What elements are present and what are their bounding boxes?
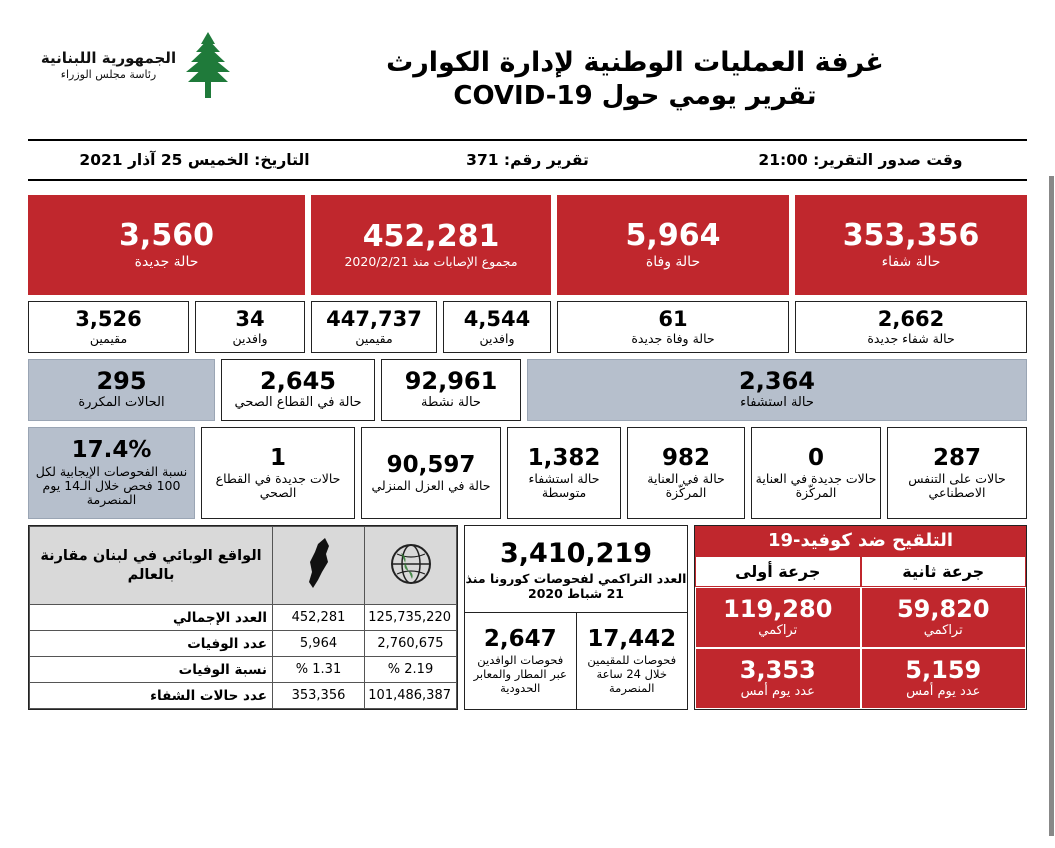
stat-label: وافدين bbox=[232, 330, 268, 346]
report-time: وقت صدور التقرير: 21:00 bbox=[758, 151, 963, 169]
table-row bbox=[30, 683, 457, 709]
stat-value: 5,159 bbox=[905, 655, 982, 684]
stat-label: حالة شفاء bbox=[881, 253, 941, 270]
lebanon-deaths: 5,964 bbox=[273, 631, 365, 657]
stat-label: فحوصات للمقيمين خلال 24 ساعة المنصرمة bbox=[587, 653, 677, 695]
stat-label: حالة جديدة bbox=[134, 253, 199, 270]
stat-label: حالة في العناية المركّزة bbox=[647, 470, 725, 501]
stat-recoveries-total bbox=[795, 195, 1027, 295]
title-line-2: تقرير يومي حول COVID-19 bbox=[453, 80, 817, 111]
stat-value: 2,364 bbox=[739, 366, 815, 395]
stat-cumulative-arrivals bbox=[443, 301, 551, 353]
stat-value: 3,353 bbox=[739, 655, 816, 684]
stat-label: حالات على التنفس الاصطناعي bbox=[908, 470, 1006, 501]
stat-value: 2,647 bbox=[483, 626, 557, 653]
stat-new-health-sector bbox=[201, 427, 355, 519]
stat-value: 92,961 bbox=[404, 366, 498, 395]
stat-label: وافدين bbox=[479, 330, 515, 346]
republic-emblem bbox=[30, 18, 245, 113]
stat-label: مقيمين bbox=[89, 330, 128, 346]
lebanon-total: 452,281 bbox=[273, 605, 365, 631]
stat-label: حالة وفاة bbox=[645, 253, 701, 270]
stat-value: 1 bbox=[270, 444, 287, 471]
stat-new-recoveries bbox=[795, 301, 1027, 353]
stat-value: 452,281 bbox=[362, 219, 500, 255]
page-edge-shadow bbox=[1049, 176, 1054, 836]
bottom-section bbox=[28, 525, 1027, 710]
row-label: العدد الإجمالي bbox=[30, 605, 273, 631]
world-comparison-table bbox=[28, 525, 458, 710]
stat-value: 34 bbox=[235, 306, 265, 331]
summary-row bbox=[28, 195, 1027, 295]
stat-value: 17.4% bbox=[71, 437, 152, 464]
row-label: عدد الوفيات bbox=[30, 631, 273, 657]
testing-and-comparison bbox=[28, 525, 688, 710]
dose-one-column bbox=[695, 587, 861, 709]
stat-value: 4,544 bbox=[463, 306, 531, 331]
detail-row bbox=[28, 427, 1027, 519]
title-line-1: غرفة العمليات الوطنية لإدارة الكوارث bbox=[386, 47, 884, 78]
stat-label: حالة استشفاء متوسطة bbox=[528, 470, 600, 501]
stat-home-isolation bbox=[361, 427, 501, 519]
vaccination-title: التلقيح ضد كوفيد-19 bbox=[695, 526, 1026, 556]
tests-residents-24h bbox=[577, 613, 688, 709]
stat-label: تراكمي bbox=[758, 623, 798, 639]
dose-two-column bbox=[861, 587, 1027, 709]
stat-value: 2,662 bbox=[877, 306, 945, 331]
report-header bbox=[0, 0, 1055, 113]
stat-ventilator-cases bbox=[887, 427, 1027, 519]
active-cases-row bbox=[28, 359, 1027, 421]
stat-moderate-hospitalization bbox=[507, 427, 621, 519]
stat-label: عدد يوم أمس bbox=[906, 684, 981, 700]
stat-value: 5,964 bbox=[625, 218, 721, 254]
report-number: تقرير رقم: 371 bbox=[466, 151, 589, 169]
dose-two-yesterday bbox=[861, 648, 1027, 709]
stat-label: حالات جديدة في العناية المركّزة bbox=[755, 470, 877, 501]
lebanon-map-icon bbox=[273, 527, 365, 605]
stat-label: حالات جديدة في القطاع الصحي bbox=[215, 470, 341, 501]
table-row bbox=[30, 657, 457, 683]
cumulative-tests-panel bbox=[464, 525, 688, 710]
stat-label: نسبة الفحوصات الإيجابية لكل 100 فحص خلال الـ14 يوم المنصرمة bbox=[35, 463, 188, 508]
emblem-line-2: رئاسة مجلس الوزراء bbox=[60, 68, 157, 82]
stat-new-residents bbox=[28, 301, 189, 353]
stat-value: 295 bbox=[96, 366, 147, 395]
stat-health-sector-cases bbox=[221, 359, 375, 421]
table-header-row bbox=[30, 527, 457, 605]
world-deaths: 2,760,675 bbox=[365, 631, 457, 657]
stat-value: 61 bbox=[658, 306, 688, 331]
vaccination-box bbox=[694, 525, 1027, 710]
world-total: 125,735,220 bbox=[365, 605, 457, 631]
stat-value: 1,382 bbox=[527, 444, 601, 471]
stat-positivity-rate bbox=[28, 427, 195, 519]
stat-value: 90,597 bbox=[386, 451, 476, 478]
dose-two-cumulative bbox=[861, 587, 1027, 648]
stat-label: حالة في القطاع الصحي bbox=[234, 395, 362, 411]
stat-label: عدد يوم أمس bbox=[740, 684, 815, 700]
stat-new-cases bbox=[28, 195, 305, 295]
stat-label: حالة استشفاء bbox=[740, 395, 814, 411]
vaccination-dose-headers bbox=[695, 556, 1026, 587]
stat-label: حالة نشطة bbox=[421, 395, 481, 411]
report-date: التاريخ: الخميس 25 آذار 2021 bbox=[79, 151, 310, 169]
vaccination-values bbox=[695, 587, 1026, 709]
comparison-title: الواقع الوبائي في لبنان مقارنة بالعالم bbox=[30, 527, 273, 605]
lebanon-recoveries: 353,356 bbox=[273, 683, 365, 709]
stat-label: الحالات المكررة bbox=[78, 395, 165, 411]
stat-hospitalized bbox=[527, 359, 1027, 421]
stat-value: 0 bbox=[808, 444, 825, 471]
cedar-tree-icon bbox=[182, 30, 234, 102]
stat-value: 2,645 bbox=[260, 366, 336, 395]
dose-two-header: جرعة ثانية bbox=[861, 556, 1027, 587]
stat-label: مجموع الإصابات منذ 2020/2/21 bbox=[344, 253, 518, 269]
stat-value: 119,280 bbox=[723, 594, 833, 623]
breakdown-row bbox=[28, 301, 1027, 353]
stat-value: 447,737 bbox=[326, 306, 422, 331]
tests-breakdown bbox=[465, 613, 687, 709]
stat-label: حالة وفاة جديدة bbox=[631, 330, 715, 346]
stat-label: مقيمين bbox=[355, 330, 393, 346]
stat-active-cases bbox=[381, 359, 521, 421]
stat-label: تراكمي bbox=[923, 623, 963, 639]
stat-value: 3,526 bbox=[75, 306, 142, 331]
stat-duplicate-cases bbox=[28, 359, 215, 421]
emblem-text bbox=[41, 48, 176, 83]
lebanon-fatality-rate: 1.31 % bbox=[273, 657, 365, 683]
dose-one-yesterday bbox=[695, 648, 861, 709]
stat-label: حالة في العزل المنزلي bbox=[371, 477, 491, 493]
stat-value: 982 bbox=[662, 444, 711, 471]
stat-cumulative-residents bbox=[311, 301, 437, 353]
stat-deaths-total bbox=[557, 195, 789, 295]
stat-value: 59,820 bbox=[896, 594, 990, 623]
dose-one-cumulative bbox=[695, 587, 861, 648]
vaccination-panel bbox=[694, 525, 1027, 710]
world-recoveries: 101,486,387 bbox=[365, 683, 457, 709]
stat-label: العدد التراكمي لفحوصات كورونا منذ 21 شباط 2020 bbox=[465, 570, 687, 601]
row-label: نسبة الوفيات bbox=[30, 657, 273, 683]
stat-value: 3,560 bbox=[119, 218, 214, 254]
stat-label: حالة شفاء جديدة bbox=[867, 330, 955, 346]
tests-arrivals-borders bbox=[465, 613, 577, 709]
stat-new-deaths bbox=[557, 301, 789, 353]
row-label: عدد حالات الشفاء bbox=[30, 683, 273, 709]
stat-cases-cumulative bbox=[311, 195, 551, 295]
stat-value: 17,442 bbox=[587, 626, 677, 653]
globe-icon bbox=[365, 527, 457, 605]
stat-icu-cases bbox=[627, 427, 745, 519]
stat-value: 287 bbox=[933, 444, 982, 471]
page-title bbox=[245, 18, 1025, 112]
cumulative-tests-total bbox=[465, 526, 687, 613]
stat-label: فحوصات الوافدين عبر المطار والمعابر الحدودية bbox=[473, 653, 567, 695]
stat-value: 3,410,219 bbox=[499, 537, 653, 569]
world-fatality-rate: 2.19 % bbox=[365, 657, 457, 683]
report-info-bar bbox=[28, 139, 1027, 181]
statistics-grid bbox=[28, 195, 1027, 519]
stat-new-arrivals bbox=[195, 301, 305, 353]
table-row bbox=[30, 605, 457, 631]
stat-value: 353,356 bbox=[842, 218, 980, 254]
stat-new-icu-cases bbox=[751, 427, 881, 519]
table-row bbox=[30, 631, 457, 657]
emblem-line-1: الجمهورية اللبنانية bbox=[40, 48, 177, 67]
dose-one-header: جرعة أولى bbox=[695, 556, 861, 587]
